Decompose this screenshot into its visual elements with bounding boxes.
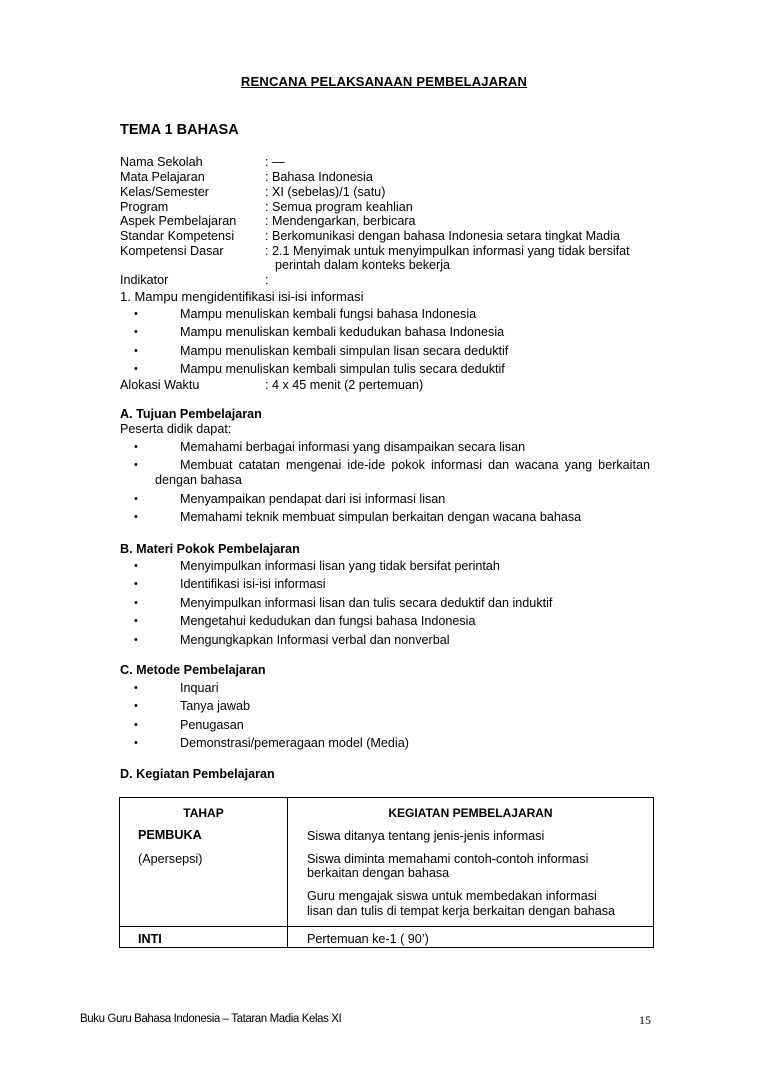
indicator-item: Mampu menuliskan kembali simpulan tulis secara deduktif <box>180 362 505 376</box>
bullet-icon: • <box>134 682 138 694</box>
material-item: Menyimpulkan informasi lisan dan tulis secara deduktif dan induktif <box>180 596 553 610</box>
theme-heading: TEMA 1 BAHASA <box>120 122 239 138</box>
activity-table <box>119 797 654 948</box>
indicator-item: Mampu menuliskan kembali fungsi bahasa Indonesia <box>180 307 477 321</box>
material-item: Mengetahui kedudukan dan fungsi bahasa Indonesia <box>180 614 476 628</box>
bullet-icon: • <box>134 308 138 320</box>
info-value-program: : Semua program keahlian <box>265 200 413 214</box>
section-d-heading: D. Kegiatan Pembelajaran <box>120 767 275 781</box>
info-label-aspect: Aspek Pembelajaran <box>120 214 237 228</box>
objective-item: Memahami teknik membuat simpulan berkaitan dengan wacana bahasa <box>180 510 582 524</box>
material-item: Menyimpulkan informasi lisan yang tidak bersifat perintah <box>180 559 500 573</box>
allocation-value: : 4 x 45 menit (2 pertemuan) <box>265 378 424 392</box>
info-label-school: Nama Sekolah <box>120 155 203 169</box>
bullet-icon: • <box>134 493 138 505</box>
activity-item-cont: berkaitan dengan bahasa <box>307 866 450 880</box>
info-value-aspect: : Mendengarkan, berbicara <box>265 214 416 228</box>
bullet-icon: • <box>134 326 138 338</box>
bullet-icon: • <box>134 615 138 627</box>
section-b-heading: B. Materi Pokok Pembelajaran <box>120 542 300 556</box>
method-item: Demonstrasi/pemeragaan model (Media) <box>180 736 409 750</box>
section-a-intro: Peserta didik dapat: <box>120 422 232 436</box>
stage-apersepsi: (Apersepsi) <box>138 852 203 866</box>
bullet-icon: • <box>134 597 138 609</box>
info-value-basic-competence: : 2.1 Menyimak untuk menyimpulkan informasi yang tidak bersifat <box>265 244 630 258</box>
objective-item-cont: dengan bahasa <box>155 473 242 487</box>
info-value-subject: : Bahasa Indonesia <box>265 170 373 184</box>
method-item: Penugasan <box>180 718 244 732</box>
stage-core: INTI <box>138 932 162 946</box>
method-item: Inquari <box>180 681 219 695</box>
info-label-subject: Mata Pelajaran <box>120 170 205 184</box>
method-item: Tanya jawab <box>180 699 251 713</box>
activity-item: Pertemuan ke-1 ( 90’) <box>307 932 429 946</box>
info-label-indicator: Indikator <box>120 273 169 287</box>
section-c-heading: C. Metode Pembelajaran <box>120 663 266 677</box>
page-number: 15 <box>639 1013 651 1027</box>
bullet-icon: • <box>134 560 138 572</box>
section-a-heading: A. Tujuan Pembelajaran <box>120 407 262 421</box>
info-value-indicator: : <box>265 273 269 287</box>
info-value-standard: : Berkomunikasi dengan bahasa Indonesia setara tingkat Madia <box>265 229 620 243</box>
bullet-icon: • <box>134 578 138 590</box>
material-item: Mengungkapkan Informasi verbal dan nonverbal <box>180 633 450 647</box>
bullet-icon: • <box>134 737 138 749</box>
indicator-item: Mampu menuliskan kembali simpulan lisan secara deduktif <box>180 344 509 358</box>
activity-item: Siswa diminta memahami contoh-contoh informasi <box>307 852 589 866</box>
bullet-icon: • <box>134 345 138 357</box>
bullet-icon: • <box>134 700 138 712</box>
allocation-label: Alokasi Waktu <box>120 378 200 392</box>
info-label-standard: Standar Kompetensi <box>120 229 235 243</box>
info-label-program: Program <box>120 200 169 214</box>
objective-item: Memahami berbagai informasi yang disampaikan secara lisan <box>180 440 526 454</box>
table-header-activity: KEGIATAN PEMBELAJARAN <box>388 806 553 820</box>
document-title: RENCANA PELAKSANAAN PEMBELAJARAN <box>240 74 528 89</box>
info-value-basic-competence-cont: perintah dalam konteks bekerja <box>275 258 451 272</box>
info-value-class: : XI (sebelas)/1 (satu) <box>265 185 386 199</box>
bullet-icon: • <box>134 441 138 453</box>
activity-item-cont: lisan dan tulis di tempat kerja berkaitan dengan bahasa <box>307 904 616 918</box>
indicator-item: Mampu menuliskan kembali kedudukan bahasa Indonesia <box>180 325 505 339</box>
info-label-basic-competence: Kompetensi Dasar <box>120 244 224 258</box>
indicator-heading: 1. Mampu mengidentifikasi isi-isi informasi <box>120 289 364 304</box>
bullet-icon: • <box>134 363 138 375</box>
table-row-divider <box>120 926 653 927</box>
info-label-class: Kelas/Semester <box>120 185 209 199</box>
bullet-icon: • <box>134 634 138 646</box>
stage-opening: PEMBUKA <box>138 828 202 842</box>
activity-item: Guru mengajak siswa untuk membedakan informasi <box>307 889 597 903</box>
bullet-icon: • <box>134 511 138 523</box>
objective-item: Membuat catatan mengenai ide-ide pokok informasi dan wacana yang berkaitan <box>180 458 650 472</box>
bullet-icon: • <box>134 719 138 731</box>
info-value-school: : — <box>265 155 285 169</box>
objective-item: Menyampaikan pendapat dari isi informasi lisan <box>180 492 446 506</box>
bullet-icon: • <box>134 459 138 471</box>
activity-item: Siswa ditanya tentang jenis-jenis informasi <box>307 829 545 843</box>
material-item: Identifikasi isi-isi informasi <box>180 577 326 591</box>
table-header-stage: TAHAP <box>183 806 224 820</box>
footer-book-title: Buku Guru Bahasa Indonesia – Tataran Madia Kelas XI <box>80 1013 342 1025</box>
